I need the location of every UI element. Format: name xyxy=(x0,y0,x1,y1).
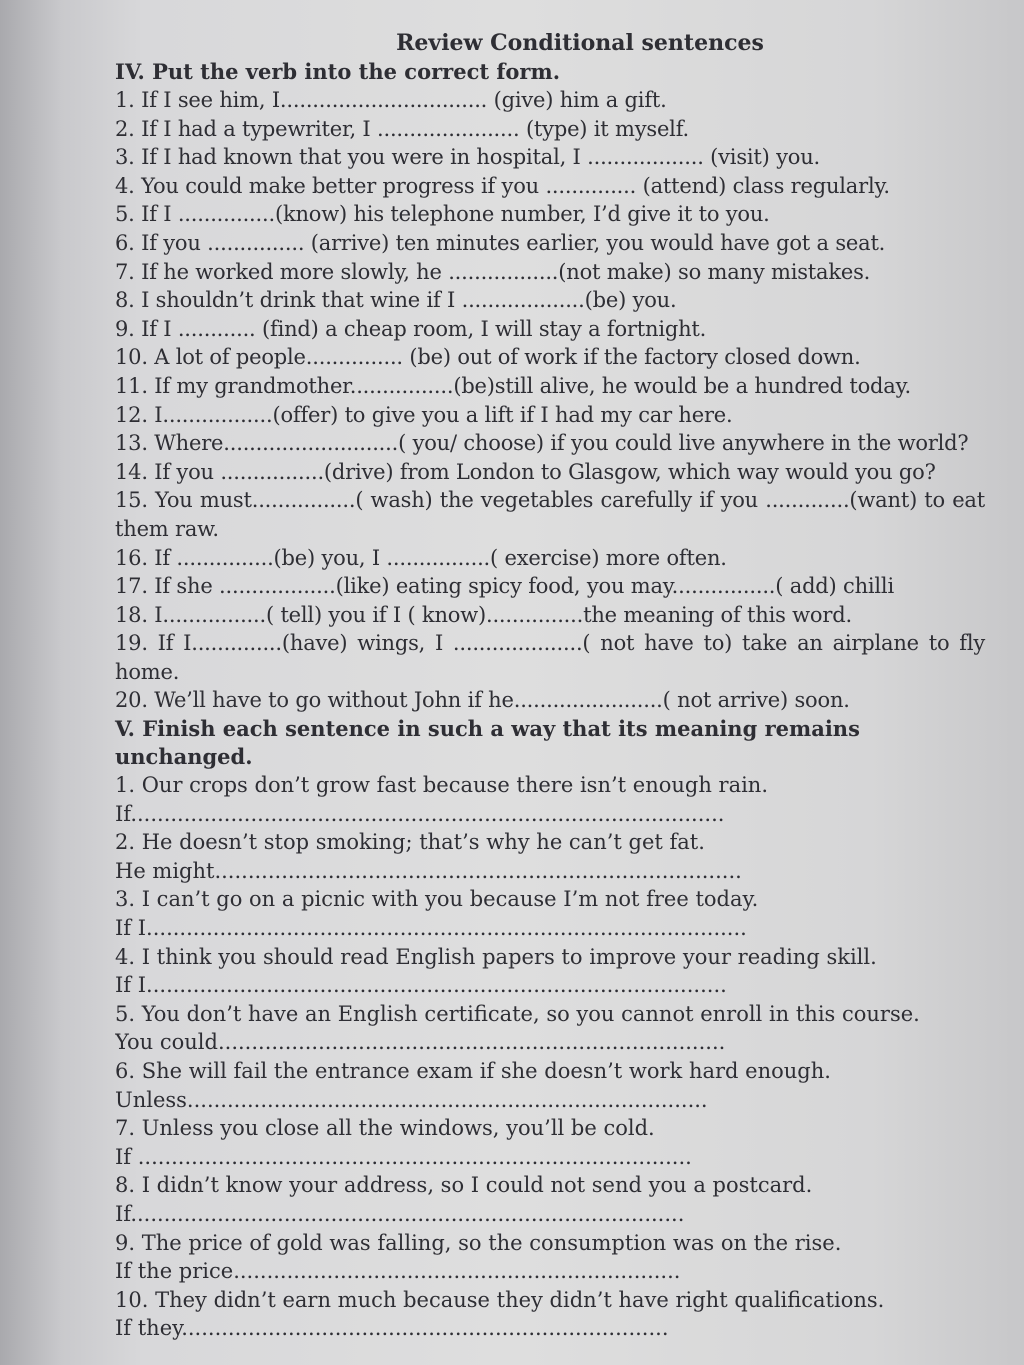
exercise-item: 3. If I had known that you were in hospital, I .................. (visit) you. xyxy=(115,145,821,170)
exercise-item: 10. A lot of people............... (be) out of work if the factory closed down. xyxy=(115,345,861,370)
rewrite-prompt: 8. I didn’t know your address, so I could not send you a postcard. xyxy=(115,1173,813,1198)
exercise-item: 6. If you ............... (arrive) ten minutes earlier, you would have got a seat. xyxy=(115,230,886,255)
rewrite-prompt: 4. I think you should read English papers to improve your reading skill. xyxy=(115,944,877,969)
exercise-item: 16. If ...............(be) you, I ................( exercise) more often. xyxy=(115,545,727,570)
exercise-item: 9. If I ............ (find) a cheap room, I will stay a fortnight. xyxy=(115,316,707,341)
rewrite-prompt: 1. Our crops don’t grow fast because there isn’t enough rain. xyxy=(115,773,768,798)
rewrite-answer-line: You could............................................................................ xyxy=(115,1030,726,1055)
section-iv-list xyxy=(115,86,985,715)
rewrite-prompt: 9. The price of gold was falling, so the consumption was on the rise. xyxy=(115,1230,842,1255)
rewrite-answer-line: If the price................................................................... xyxy=(115,1259,681,1284)
section-v-list xyxy=(115,771,985,1343)
exercise-item: 2. If I had a typewriter, I ...................... (type) it myself. xyxy=(115,116,690,141)
rewrite-answer-line: If......................................................................................... xyxy=(115,801,725,826)
rewrite-prompt: 10. They didn’t earn much because they didn’t have right qualifications. xyxy=(115,1287,885,1312)
rewrite-answer-line: If I....................................................................................... xyxy=(115,973,727,998)
exercise-item: 13. Where...........................( you/ choose) if you could live anywhere in the world? xyxy=(115,431,969,456)
exercise-item: 20. We’ll have to go without John if he.......................( not arrive) soon. xyxy=(115,688,850,713)
exercise-item: 1. If I see him, I................................ (give) him a gift. xyxy=(115,88,667,112)
exercise-item: 18. I................( tell) you if I ( know)...............the meaning of this word. xyxy=(115,602,852,627)
rewrite-prompt: 3. I can’t go on a picnic with you because I’m not free today. xyxy=(115,887,759,912)
exercise-item: 19. If I..............(have) wings, I ....................( not have to) take an airplane to fly home. xyxy=(115,631,985,684)
exercise-item: 8. I shouldn’t drink that wine if I ...................(be) you. xyxy=(115,288,677,313)
rewrite-prompt: 6. She will fail the entrance exam if she doesn’t work hard enough. xyxy=(115,1059,831,1083)
page-title: Review Conditional sentences xyxy=(396,30,764,56)
worksheet xyxy=(115,28,985,1348)
exercise-item: 12. I.................(offer) to give you a lift if I had my car here. xyxy=(115,402,733,427)
exercise-item: 14. If you ................(drive) from London to Glasgow, which way would you go? xyxy=(115,459,936,484)
rewrite-answer-line: He might............................................................................... xyxy=(115,858,742,883)
exercise-item: 4. You could make better progress if you .............. (attend) class regularly. xyxy=(115,173,890,198)
rewrite-prompt: 7. Unless you close all the windows, you’ll be cold. xyxy=(115,1116,655,1141)
rewrite-answer-line: If ................................................................................... xyxy=(115,1144,692,1169)
section-iv-heading: IV. Put the verb into the correct form. xyxy=(115,59,561,84)
exercise-item: 15. You must................( wash) the vegetables carefully if you .............(want) to eat them raw. xyxy=(115,488,985,541)
exercise-item: 17. If she ..................(like) eating spicy food, you may................( add) chilli xyxy=(115,574,894,599)
rewrite-answer-line: If................................................................................... xyxy=(115,1201,685,1226)
rewrite-prompt: 5. You don’t have an English certificate, so you cannot enroll in this course. xyxy=(115,1001,920,1026)
rewrite-answer-line: If they......................................................................... xyxy=(115,1316,669,1341)
rewrite-answer-line: Unless.............................................................................. xyxy=(115,1087,708,1112)
section-v-heading: V. Finish each sentence in such a way that its meaning remains unchanged. xyxy=(115,716,860,770)
rewrite-answer-line: If I.......................................................................................... xyxy=(115,916,747,941)
rewrite-prompt: 2. He doesn’t stop smoking; that’s why he can’t get fat. xyxy=(115,830,705,855)
exercise-item: 5. If I ...............(know) his telephone number, I’d give it to you. xyxy=(115,202,770,227)
exercise-item: 11. If my grandmother................(be)still alive, he would be a hundred today. xyxy=(115,373,911,398)
exercise-item: 7. If he worked more slowly, he .................(not make) so many mistakes. xyxy=(115,259,871,284)
